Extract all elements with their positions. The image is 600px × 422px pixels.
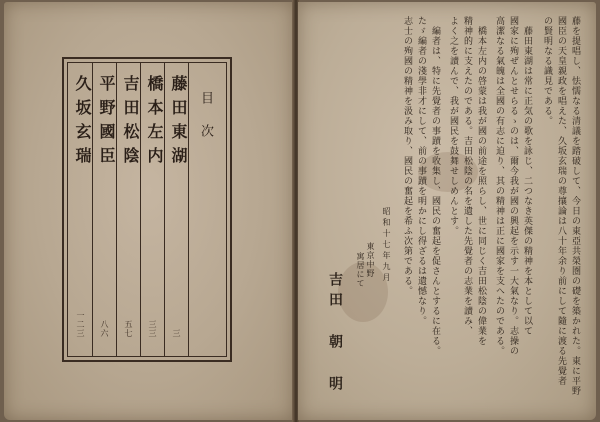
preface-line: の賢明なる識見である。 [542,16,552,126]
preface-line: 編者は、特に先覺者の事蹟を收集し、國民の奮起を促さんとするに在る。 [430,26,440,356]
preface-place: 東京中野 [366,242,375,278]
toc-entry [140,63,164,356]
preface-line: 藤を提唱し、怯懦なる清議を踏破して、今日の東亞共榮圏の礎を築かれた。東に平野 [570,16,580,396]
preface-line: 高潔なる氣魄は全國の有志に迫り、其の精神は正に國家を支へたのである。 [494,16,504,356]
toc-entry [68,63,92,356]
toc-entry-page: 三三 [148,320,157,338]
toc-entry-title: 橋本左内 [145,75,164,171]
toc-entry-title: 平野國臣 [97,75,116,171]
preface-line: 志士の殉國の精神を汲み取り、國民の奮起を希ふ次第である。 [402,16,412,296]
toc-frame [62,57,232,362]
toc-entry-page: 一二三 [76,311,85,338]
preface-author: 吉田 朝 明 [327,272,343,396]
toc-entry-page: 三 [172,329,181,338]
toc-entry-page: 五七 [124,320,133,338]
toc-entry [92,63,116,356]
preface-place: 寓居にて [356,252,365,288]
preface-line: 橋本左内の啓蒙は我が國の前途を照らし、世に同じく吉田松陰の偉業を [476,26,486,346]
toc-entry-title: 藤田東湖 [169,75,188,171]
left-page [4,2,294,420]
preface-date: 昭和十七年九月 [382,207,391,284]
toc-heading: 目次 [198,91,213,157]
right-page [298,2,596,420]
preface-line: 國家に殉ぜんとせらるゝのは、爾今我が國の興起を示す一大氣なり。志操の [508,16,518,356]
preface-line: 國臣の天皇親政を唱えた、久坂玄瑞の尊攘論は八十年余り前にして隨に渡る先覺者 [556,16,566,386]
preface-line: 精神的に支えたのである。吉田松陰の名を遺した先覺者の志業を讀み、 [462,16,472,336]
preface-line: よく之を讀んで、我が國民を鼓舞せしめんとす。 [448,16,458,236]
toc-entry [164,63,188,356]
toc-entry-title: 吉田松陰 [121,75,140,171]
preface-line: 藤田東湖は常に正気の歌を詠じ、二つなき英傑の精神を本として以て [522,26,532,336]
toc-entry-page: 八六 [100,320,109,338]
toc-entry [116,63,140,356]
preface-line: たゞ編者の淺學非才にして、前の事蹟を明かにし得ざるは遺憾なり。 [416,16,426,326]
toc-entry-title: 久坂玄瑞 [73,75,92,171]
toc-inner-frame [67,62,227,357]
